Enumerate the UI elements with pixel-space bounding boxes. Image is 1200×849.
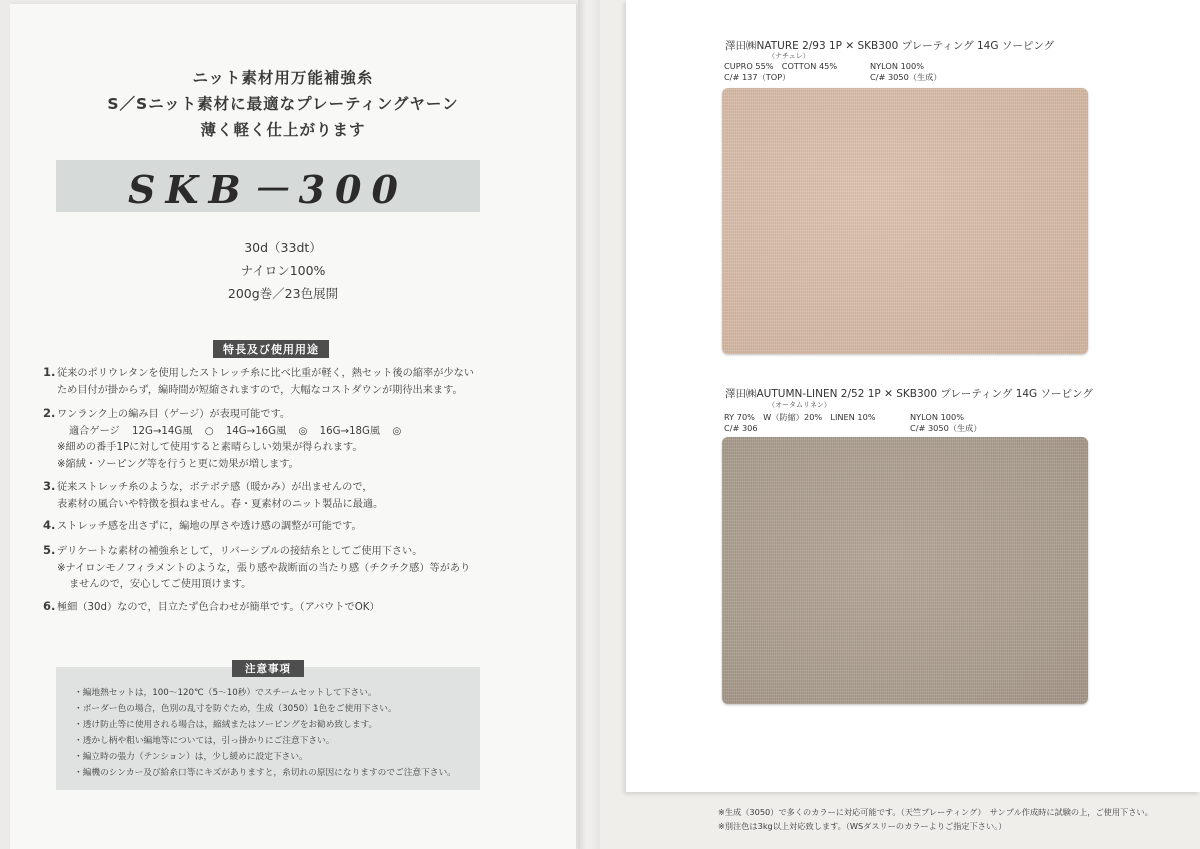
sample-2-plating-color: C/# 3050（生成） [910,423,982,433]
headline-2: S／Sニット素材に最適なプレーティングヤーン [107,95,459,113]
sample-2-fabric-swatch [722,437,1088,704]
feature-5-line-3: ませんので，安心してご使用頂けます。 [69,579,252,590]
headline-3: 薄く軽く仕上がります [200,121,366,139]
sample-2-plating-yarn: NYLON 100% [910,412,964,422]
sample-1-composition-right [870,61,942,83]
sample-1-face-color: C/# 137（TOP） [724,72,791,82]
product-name: SKB－300 [128,166,408,212]
sample-2-title: 澤田㈱AUTUMN-LINEN 2/52 1P ✕ SKB300 プレーティング 14G ソーピング [725,388,1093,400]
feature-1-number: 1. [43,365,56,379]
feature-3-line-2: 表素材の風合いや特徴を損ねません。春・夏素材のニット製品に最適。 [57,498,384,510]
footer-note-2: ※別注色は3kg以上対応致します。（WSダスリーのカラーよりご指定下さい。） [718,821,1007,831]
feature-6-line-1: 極細（30d）なので，目立たず色合わせが簡単です。（アバウトでOK） [57,602,380,613]
feature-1-line-1: 従来のポリウレタンを使用したストレッチ糸に比べ比重が軽く，熱セット後の縮率が少ない [57,368,474,379]
feature-4-line-1: ストレッチ感を出さずに，編地の厚さや透け感の調整が可能です。 [57,521,362,532]
feature-4 [43,517,362,536]
feature-6 [43,598,380,617]
sample-2-composition-right [910,412,982,434]
sample-2-reading: （オータムリネン） [768,401,831,409]
notes-list [74,685,456,781]
feature-1-line-2: ため目付が掛からず，編時間が短縮されますので，大幅なコストダウンが期待出来ます。 [57,384,463,396]
spec-packaging: 200g巻／23色展開 [227,286,339,301]
sample-1-composition-left [724,61,837,83]
sample-1-face-yarn: CUPRO 55% COTTON 45% [724,61,838,71]
headline-1: ニット素材用万能補強糸 [192,69,374,87]
note-item: ・ 編立時の張力（テンション）は，少し緩めに設定下さい。 [74,749,456,765]
note-item: ・ ボーダー色の場合，色別の乱寸を防ぐため，生成（3050）1色をご使用下さい。 [74,701,456,717]
feature-5 [43,542,470,594]
gauge-12g-rating: ○ [204,425,214,437]
feature-1 [43,364,474,399]
feature-4-number: 4. [43,518,56,532]
feature-5-number: 5. [43,543,56,557]
gauge-row [43,424,410,441]
feature-5-line-1: デリケートな素材の補強糸として，リバーシブルの接結糸としてご使用下さい。 [57,546,423,557]
sample-1-plating-yarn: NYLON 100% [870,61,924,71]
feature-2 [43,405,410,473]
note-item: ・ 編地熱セットは，100～120℃（5～10秒）でスチームセットして下さい。 [74,685,456,701]
notes-box [56,663,480,790]
sample-1-reading: （ナチュレ） [768,52,810,60]
sample-1-title: 澤田㈱NATURE 2/93 1P ✕ SKB300 プレーティング 14G ソーピング [725,40,1055,52]
gauge-12g: 12G→14G風 [131,425,193,437]
footer-note-1: ※生成（3050）で多くのカラーに対応可能です。（天竺プレーティング） サンプル作成時に試験の上，ご使用下さい。 [718,807,1153,817]
feature-2-note-2: ※縮絨・ソーピング等を行うと更に効果が増します。 [57,458,299,470]
note-item: ・ 編機のシンカー及び給糸口等にキズがありますと，糸切れの原因になりますのでご注意下さい。 [74,765,456,781]
features-heading: 特長及び使用用途 [213,340,329,358]
sample-2-composition-left [724,412,876,434]
sample-2-face-color: C/# 306 [724,423,758,433]
booklet-spine [578,0,600,849]
spec-denier: 30d（33dt） [244,240,322,255]
sample-1-plating-color: C/# 3050（生成） [870,72,942,82]
notes-heading: 注意事項 [232,660,304,677]
feature-3 [43,478,383,513]
sample-1-fabric-swatch [722,88,1088,354]
note-item: ・ 透かし柄や粗い編地等については，引っ掛かりにご注意下さい。 [74,733,456,749]
product-title-band [56,160,480,212]
gauge-14g: 14G→16G風 [225,425,287,437]
feature-2-number: 2. [43,406,56,420]
spec-material: ナイロン100% [240,263,326,278]
gauge-14g-rating: ◎ [298,425,308,437]
gauge-label: 適合ゲージ [69,425,120,437]
feature-3-number: 3. [43,479,56,493]
feature-5-line-2: ※ナイロンモノフィラメントのような，張り感や裁断面の当たり感（チクチク感）等があり [57,562,471,574]
feature-6-number: 6. [43,599,56,613]
gauge-16g: 16G→18G風 [319,425,381,437]
gauge-16g-rating: ◎ [392,425,402,437]
sample-2-face-yarn: RY 70% W（防縮）20% LINEN 10% [724,412,876,422]
feature-2-note-1: ※細めの番手1Pに対して使用すると素晴らしい効果が得られます。 [57,442,363,453]
note-item: ・ 透け防止等に使用される場合は，縮絨またはソーピングをお勧め致します。 [74,717,456,733]
feature-2-line-1: ワンランク上の編み目（ゲージ）が表現可能です。 [57,409,291,420]
feature-3-line-1: 従来ストレッチ糸のような，ボテボテ感（暖かみ）が出ませんので， [57,482,373,493]
